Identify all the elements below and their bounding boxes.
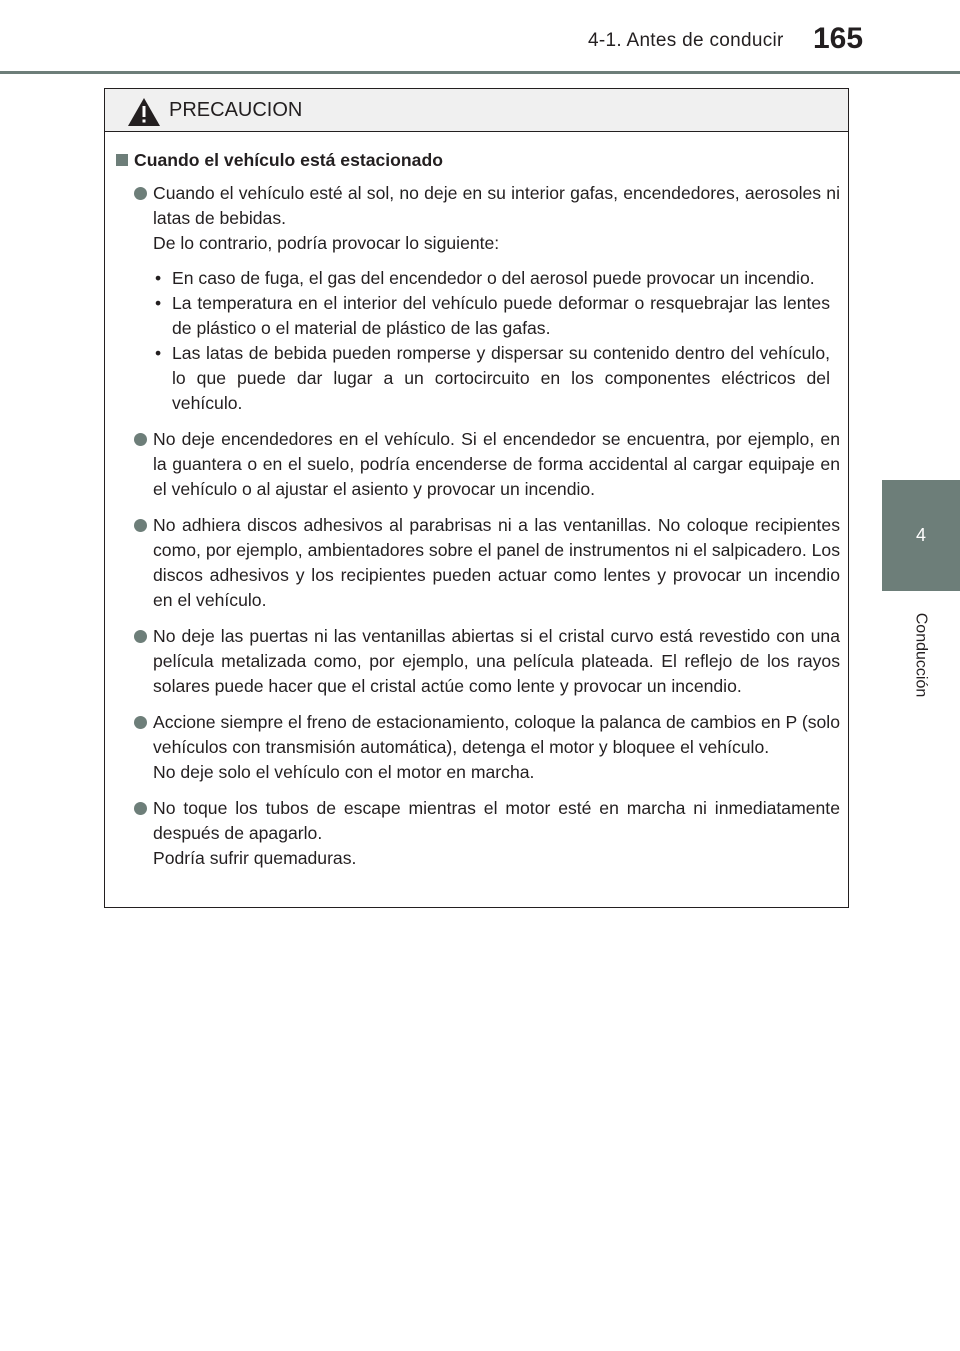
sub-item	[153, 341, 830, 416]
chapter-number: 4	[915, 525, 926, 545]
sub-item	[153, 266, 830, 291]
item-text: De lo contrario, podría provocar lo siguiente:	[153, 233, 500, 253]
warning-triangle-icon	[127, 97, 161, 127]
chapter-tab[interactable]	[882, 480, 960, 591]
item-text: No toque los tubos de escape mientras el motor esté en marcha ni inmediatamente después de apagarlo.	[153, 798, 840, 843]
item-text: No deje las puertas ni las ventanillas abiertas si el cristal curvo está revestido con una película metalizada como, por ejemplo, una película plateada. El reflejo de los rayos solares puede hacer que el cristal actúe como lente y provocar un incendio.	[153, 626, 840, 696]
caution-header	[105, 89, 848, 132]
section-heading-text: Cuando el vehículo está estacionado	[134, 150, 443, 170]
circle-bullet-icon	[134, 802, 147, 815]
sub-item-text: La temperatura en el interior del vehículo puede deformar o resquebrajar las lentes de plástico o el material de plástico de las gafas.	[172, 293, 830, 338]
header-rule	[0, 71, 960, 74]
sub-item-text: Las latas de bebida pueden romperse y dispersar su contenido dentro del vehículo, lo que puede dar lugar a un cortocircuito en los componentes eléctricos del vehículo.	[172, 343, 830, 413]
item-text: Cuando el vehículo esté al sol, no deje en su interior gafas, encendedores, aerosoles ni latas de bebidas.	[153, 183, 840, 228]
caution-item	[113, 513, 840, 613]
page-number: 165	[813, 22, 864, 55]
caution-item	[113, 710, 840, 785]
chapter-label	[880, 600, 960, 710]
item-text: Accione siempre el freno de estacionamiento, coloque la palanca de cambios en P (solo vehículos con transmisión automática), detenga el motor y bloquee el vehículo.	[153, 712, 840, 757]
circle-bullet-icon	[134, 630, 147, 643]
caution-item	[113, 796, 840, 871]
dot-bullet: •	[155, 293, 162, 313]
header-section-title: 4-1. Antes de conducir	[588, 30, 784, 51]
circle-bullet-icon	[134, 187, 147, 200]
item-text: No deje encendedores en el vehículo. Si el encendedor se encuentra, por ejemplo, en la guantera o en el suelo, podría encenderse de forma accidental al cargar equipaje en el vehículo o al ajustar el asiento y provocar un incendio.	[153, 429, 840, 499]
sub-item-text: En caso de fuga, el gas del encendedor o del aerosol puede provocar un incendio.	[172, 268, 815, 288]
item-text: No adhiera discos adhesivos al parabrisas ni a las ventanillas. No coloque recipientes como, por ejemplo, ambientadores sobre el panel de instrumentos ni el salpicadero. Los discos adhesivos y los recipientes pueden actuar como lentes y provocar un incendio en el vehículo.	[153, 515, 840, 610]
caution-item	[113, 427, 840, 502]
circle-bullet-icon	[134, 716, 147, 729]
circle-bullet-icon	[134, 519, 147, 532]
caution-box	[104, 88, 849, 908]
caution-item	[113, 181, 840, 416]
item-text: Podría sufrir quemaduras.	[153, 848, 357, 868]
caution-title: PRECAUCION	[169, 99, 303, 121]
circle-bullet-icon	[134, 433, 147, 446]
sub-item	[153, 291, 830, 341]
sub-list	[153, 266, 840, 416]
caution-body	[105, 132, 848, 871]
item-text: No deje solo el vehículo con el motor en marcha.	[153, 762, 535, 782]
square-bullet-icon	[116, 154, 128, 166]
chapter-title: Conducción	[912, 612, 929, 698]
dot-bullet: •	[155, 268, 162, 288]
caution-item	[113, 624, 840, 699]
dot-bullet: •	[155, 343, 162, 363]
section-heading	[113, 148, 840, 173]
